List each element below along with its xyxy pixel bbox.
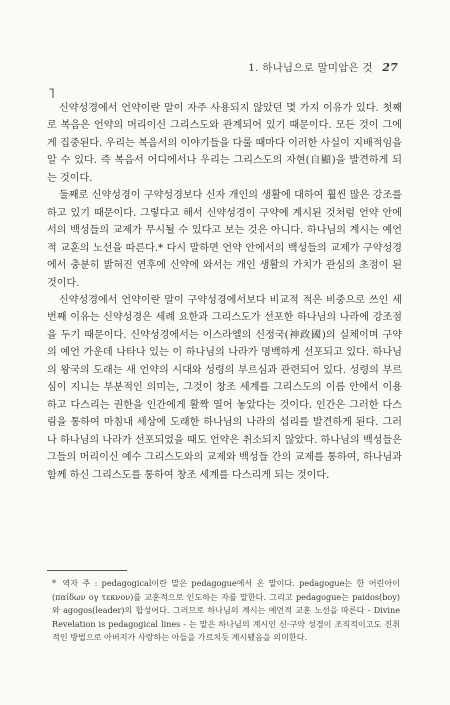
paragraph-1: 신약성경에서 언약이란 말이 자주 사용되지 않았던 몇 가지 이유가 있다. 첫째로 복음은 언약의 머리이신 그리스도와 관계되어 있기 때문이다. 모든 것이 그에게 집중된다. 우리는 복음서의 이야기들을 다룰 때마다 이러한 사실이 지배적임을 알 수 있다. 즉 복음서 어디에서나 우리는 그리스도의 자현(自顯)을 발견하게 되는 것이다. xyxy=(47,103,402,184)
page-number: 27 xyxy=(382,61,398,74)
footnote-text: 역자 주 : pedagogical이란 말은 pedagogue에서 온 말이다. pedagogue는 한 어린아이(παίδων ογ τεκνον)를 교훈적으로 인도하는 자를 말한다. 그리고 pedagogue는 paidos(boy)와 agogos(leader)의 합성어다. 그러므로 하나님의 계시는 예언적 교훈 노선을 따른다 - Divine Revelation is pedagogical lines - 는 말은 하나님의 계시인 신·구약 성경이 조직적이고도 진취적인 방법으로 아버지가 사랑하는 아들을 가르치듯 계시됐음을 의미한다. xyxy=(52,578,400,643)
body-text xyxy=(47,100,402,484)
corner-ornament: ˥ xyxy=(48,86,55,102)
footnote-rule xyxy=(47,570,127,571)
chapter-title: 1. 하나님으로 말미암은 것 xyxy=(248,62,373,74)
paragraph-2: 둘째로 신약성경이 구약성경보다 신자 개인의 생활에 대하여 훨씬 많은 강조를 하고 있기 때문이다. 그렇다고 해서 신약성경이 구약에 계시된 것처럼 언약 안에서의 백성들의 교제가 무시될 수 있다고 보는 것은 아니다. 하나님의 계시는 예언적 교훈의 노선을 따른다.* 다시 말하면 언약 안에서의 백성들의 교제가 구약성경에서 충분히 밝혀진 연후에 신약에 와서는 개인 생활의 가치가 관심의 초점이 된 것이다. xyxy=(47,190,402,289)
paragraph-3: 신약성경에서 언약이란 말이 구약성경에서보다 비교적 적은 비중으로 쓰인 세 번째 이유는 신약성경은 세례 요한과 그리스도가 선포한 하나님의 나라에 강조점을 두기 때문이다. 신약성경에서는 이스라엘의 신정국(神政國)의 실체이며 구약의 예언 가운데 나타나 있는 이 하나님의 나라가 명백하게 선포되고 있다. 하나님의 왕국의 도래는 새 언약의 시대와 성령의 부르심과 관련되어 있다. 성령의 부르심이 지니는 부분적인 의미는, 그것이 창조 세계를 그리스도의 이름 안에서 이용하고 다스리는 권한을 인간에게 활짝 열어 놓았다는 것이다. 인간은 그러한 다스림을 통하여 마침내 세상에 도래한 하나님의 나라의 섭리를 발견하게 된다. 그러나 하나님의 나라가 선포되었을 때도 언약은 취소되지 않았다. 하나님의 백성들은 그들의 머리이신 예수 그리스도와의 교제와 백성들 간의 교제를 통하여, 하나님과 함께 하신 그리스도를 통하여 창조 세계를 다스리게 되는 것이다. xyxy=(47,294,402,481)
footnote-marker: * xyxy=(52,578,57,588)
running-head xyxy=(248,60,398,75)
footnote xyxy=(52,577,400,645)
